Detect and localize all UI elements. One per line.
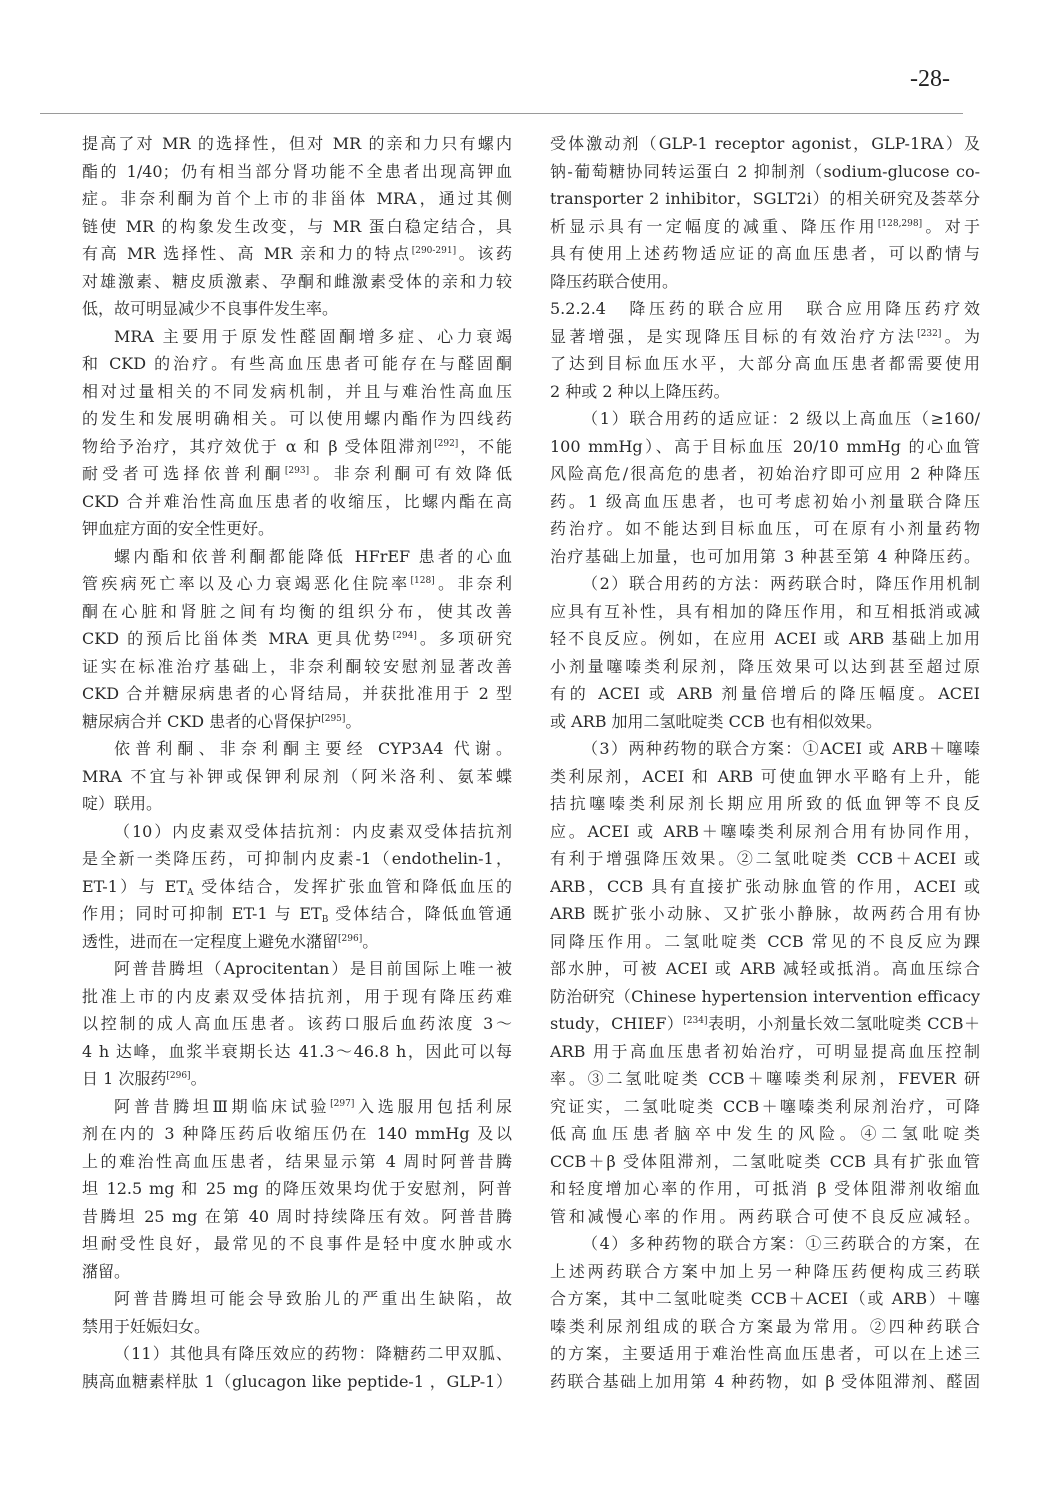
- line-text: （4）多种药物的联合方案：①三药联合的方案，在: [582, 1234, 980, 1253]
- text-line: [550, 1340, 980, 1368]
- text-line: [82, 653, 512, 681]
- text-line: [82, 433, 512, 461]
- text-line: [82, 1340, 512, 1368]
- text-line: [82, 598, 512, 626]
- line-text: 或 ARB 加用二氢吡啶类 CCB 也有相似效果。: [550, 711, 882, 731]
- text-line: [550, 818, 980, 846]
- line-text: 治疗基础上加量，也可加用第 3 种甚至第 4 种降压药。: [550, 546, 980, 566]
- subscript: A: [187, 887, 194, 898]
- line-text: 阿普昔腾坦可能会导致胎儿的严重出生缺陷，故: [114, 1289, 512, 1308]
- line-text: 以控制的成人高血压患者。该药口服后血药浓度 3～: [82, 1014, 512, 1033]
- line-text: 酯的 1/40；仍有相当部分肾功能不全患者出现高钾血: [82, 161, 512, 181]
- line-text: 了达到目标血压水平，大部分高血压患者都需要使用: [550, 354, 980, 373]
- line-text: （3）两种药物的联合方案：①ACEI 或 ARB＋噻嗪: [582, 739, 980, 758]
- line-text: 同降压作用。二氢吡啶类 CCB 常见的不良反应为踝: [550, 931, 980, 951]
- left-column: [82, 130, 512, 1395]
- line-text: 透性，进而在一定程度上避免水潴留: [82, 931, 339, 951]
- text-line: [82, 1285, 512, 1313]
- text-line: [550, 570, 980, 598]
- line-text: 钾血症方面的安全性更好。: [82, 519, 275, 538]
- text-line: [82, 570, 512, 598]
- line-text: 药联合基础上加用第 4 种药物，如 β 受体阻滞剂、醛固: [550, 1371, 980, 1391]
- line-text: ARB 既扩张小动脉、又扩张小静脉，故两药合用有协: [550, 904, 980, 923]
- line-text: 和 CKD 的治疗。有些高血压患者可能存在与醛固酮: [82, 354, 512, 373]
- citation-ref: [293]: [284, 466, 310, 476]
- text-line: [82, 543, 512, 571]
- text-line: [550, 955, 980, 983]
- citation-ref: [296]: [338, 933, 363, 944]
- right-column: [550, 130, 980, 1395]
- line-text: 螺内酯和依普利酮都能降低 HFrEF 患者的心血: [114, 546, 512, 566]
- text-line: [550, 1258, 980, 1286]
- text-line: [550, 433, 980, 461]
- line-text: 坦 12.5 mg 和 25 mg 的降压效果均优于安慰剂，阿普: [82, 1179, 512, 1198]
- line-text-after: 。非奈利: [434, 574, 512, 593]
- citation-ref: [128]: [410, 576, 435, 586]
- line-text: 潴留。: [82, 1261, 131, 1281]
- line-text: CKD 合并难治性高血压患者的收缩压，比螺内酯在高: [82, 491, 512, 511]
- line-text: 应具有互补性，具有相加的降压作用，和互相抵消或减: [550, 601, 980, 621]
- text-line: [82, 1175, 512, 1203]
- citation-ref: [232]: [917, 328, 942, 339]
- text-line: [550, 460, 980, 488]
- text-line: [550, 213, 980, 241]
- line-text: 禁用于妊娠妇女。: [82, 1316, 211, 1336]
- text-line: [550, 928, 980, 956]
- citation-ref: [297]: [330, 1098, 355, 1109]
- line-text: 有高 MR 选择性、高 MR 亲和力的特点: [82, 244, 412, 263]
- text-line: [550, 268, 980, 296]
- text-line: [82, 900, 512, 928]
- text-line: [550, 1230, 980, 1258]
- line-text: 药治疗。如不能达到目标血压，可在原有小剂量药物: [550, 519, 980, 538]
- text-line: [550, 543, 980, 571]
- text-line: [550, 680, 980, 708]
- text-line: [550, 983, 980, 1011]
- text-line: [550, 1010, 980, 1038]
- line-text: 应。ACEI 或 ARB＋噻嗪类利尿剂合用有协同作用，: [550, 821, 980, 841]
- text-line: [82, 405, 512, 433]
- line-text: study，CHIEF）: [550, 1014, 684, 1033]
- line-text-after: 受体结合，降低血管通: [328, 904, 512, 923]
- text-line: [550, 1120, 980, 1148]
- line-text: 析显示具有一定幅度的减重、降压作用: [550, 216, 878, 236]
- text-line: [82, 295, 512, 323]
- line-text: 物给予治疗，其疗效优于 α 和 β 受体阻滞剂: [82, 436, 435, 456]
- text-line: [550, 1285, 980, 1313]
- text-line: [82, 158, 512, 186]
- line-text: 症。非奈利酮为首个上市的非甾体 MRA，通过其侧: [82, 189, 512, 208]
- text-line: [82, 488, 512, 516]
- line-text: 依普利酮、非奈利酮主要经 CYP3A4 代谢。: [114, 739, 512, 758]
- line-text: （1）联合用药的适应证：2 级以上高血压（≥160/: [582, 409, 980, 428]
- citation-ref: [234]: [683, 1016, 708, 1026]
- line-text: ARB 用于高血压患者初始治疗，可明显提高血压控制: [550, 1041, 980, 1061]
- text-line: [82, 130, 512, 158]
- text-line: [550, 1203, 980, 1231]
- text-line: [550, 653, 980, 681]
- line-text-after: 。对于: [922, 216, 980, 236]
- text-line: [82, 1148, 512, 1176]
- text-line: [82, 515, 512, 543]
- text-line: [82, 1258, 512, 1286]
- text-line: [550, 1038, 980, 1066]
- text-line: [550, 185, 980, 213]
- text-line: [550, 488, 980, 516]
- line-text: 率。③二氢吡啶类 CCB＋噻嗪类利尿剂，FEVER 研: [550, 1069, 980, 1088]
- text-line: [82, 1010, 512, 1038]
- line-text-after: 。多项研究: [416, 629, 512, 648]
- line-text: 批准上市的内皮素双受体拮抗剂，用于现有降压药难: [82, 986, 512, 1006]
- line-text: 酮在心脏和肾脏之间有均衡的组织分布，使其改善: [82, 601, 512, 621]
- text-line: [82, 790, 512, 818]
- text-line: [82, 1065, 512, 1093]
- text-line: [82, 1313, 512, 1341]
- line-text: 是全新一类降压药，可抑制内皮素-1（endothelin-1，: [82, 849, 512, 868]
- line-text: 风险高危/很高危的患者，初始治疗即可应用 2 种降压: [550, 464, 980, 483]
- text-line: [550, 295, 980, 323]
- text-line: [82, 1093, 512, 1121]
- text-line: [550, 515, 980, 543]
- line-text: 部水肿，可被 ACEI 或 ARB 减轻或抵消。高血压综合: [550, 959, 980, 978]
- line-text-after: 受体结合，发挥扩张血管和降低血压的: [193, 876, 512, 896]
- text-line: [550, 708, 980, 736]
- line-text: ET-1）与 ET: [82, 876, 188, 896]
- line-text: 坦耐受性良好，最常见的不良事件是轻中度水肿或水: [82, 1234, 512, 1253]
- text-line: [82, 818, 512, 846]
- text-line: [550, 158, 980, 186]
- line-text: 具有使用上述药物适应证的高血压患者，可以酌情与: [550, 244, 980, 263]
- text-line: [550, 1093, 980, 1121]
- line-text: 2 种或 2 种以上降压药。: [550, 381, 730, 401]
- text-line: [82, 185, 512, 213]
- line-text: 管疾病死亡率以及心力衰竭恶化住院率: [82, 574, 411, 593]
- text-line: [550, 873, 980, 901]
- line-text: ARB，CCB 具有直接扩张动脉血管的作用，ACEI 或: [550, 876, 980, 896]
- text-line: [82, 240, 512, 268]
- line-text: 小剂量噻嗪类利尿剂，降压效果可以达到甚至超过原: [550, 656, 980, 676]
- page-number: -28-: [910, 66, 950, 92]
- line-text: （10）内皮素双受体拮抗剂：内皮素双受体拮抗剂: [114, 821, 512, 841]
- line-text-after: 。为: [941, 326, 980, 346]
- text-line: [550, 1065, 980, 1093]
- line-text: 链使 MR 的构象发生改变，与 MR 蛋白稳定结合，具: [82, 216, 512, 236]
- line-text: CKD 的预后比甾体类 MRA 更具优势: [82, 629, 393, 648]
- line-text: CKD 合并糖尿病患者的心肾结局，并获批准用于 2 型: [82, 684, 512, 703]
- line-text: 提高了对 MR 的选择性，但对 MR 的亲和力只有螺内: [82, 134, 512, 153]
- text-line: [82, 460, 512, 488]
- line-text: 类利尿剂，ACEI 和 ARB 可使血钾水平略有上升，能: [550, 766, 980, 786]
- line-text: 糖尿病合并 CKD 患者的心肾保护: [82, 711, 322, 731]
- text-line: [82, 928, 512, 956]
- line-text: 昔腾坦 25 mg 在第 40 周时持续降压有效。阿普昔腾: [82, 1206, 512, 1226]
- text-line: [550, 763, 980, 791]
- line-text: 100 mmHg）、高于目标血压 20/10 mmHg 的心血管: [550, 436, 980, 456]
- citation-ref: [296]: [166, 1071, 191, 1081]
- line-text: 阿普昔腾坦Ⅲ期临床试验: [114, 1096, 331, 1116]
- text-line: [550, 625, 980, 653]
- line-text-after: 入选服用包括利尿: [354, 1096, 512, 1116]
- text-line: [550, 845, 980, 873]
- text-line: [82, 763, 512, 791]
- line-text: 胰高血糖素样肽 1（glucagon like peptide-1 ，GLP-1）: [82, 1371, 512, 1391]
- line-text: 显著增强，是实现降压目标的有效治疗方法: [550, 326, 918, 346]
- line-text: （11）其他具有降压效应的药物：降糖药二甲双胍、: [114, 1344, 512, 1363]
- line-text: 对雄激素、糖皮质激素、孕酮和雌激素受体的亲和力较: [82, 271, 512, 291]
- text-line: [550, 1368, 980, 1396]
- line-text: 日 1 次服药: [82, 1069, 167, 1088]
- line-text: 啶）联用。: [82, 794, 163, 813]
- text-line: [550, 1148, 980, 1176]
- line-text-after: 。: [362, 931, 379, 951]
- line-text: 究证实，二氢吡啶类 CCB＋噻嗪类利尿剂治疗，可降: [550, 1096, 980, 1116]
- text-line: [550, 900, 980, 928]
- line-text: 轻不良反应。例如，在应用 ACEI 或 ARB 基础上加用: [550, 629, 980, 648]
- header-rule: [40, 113, 963, 114]
- line-text-after: 。非奈利酮可有效降低: [309, 464, 512, 483]
- line-text: 和轻度增加心率的作用，可抵消 β 受体阻滞剂收缩血: [550, 1179, 980, 1198]
- citation-ref: [294]: [392, 631, 417, 641]
- line-text: 降压药联合使用。: [550, 271, 679, 291]
- text-line: [82, 1203, 512, 1231]
- subscript: B: [321, 915, 329, 925]
- text-line: [82, 955, 512, 983]
- line-text: 钠-葡萄糖协同转运蛋白 2 抑制剂（sodium-glucose co-: [550, 161, 980, 181]
- text-line: [550, 598, 980, 626]
- text-line: [82, 1038, 512, 1066]
- line-text: 的方案，主要适用于难治性高血压患者，可以在上述三: [550, 1344, 980, 1363]
- text-line: [82, 1368, 512, 1396]
- line-text: MRA 不宜与补钾或保钾利尿剂（阿米洛利、氨苯蝶: [82, 766, 512, 786]
- line-text: 嗪类利尿剂组成的联合方案最为常用。②四种药联合: [550, 1316, 980, 1336]
- line-text: 管和减慢心率的作用。两药联合可使不良反应减轻。: [550, 1206, 980, 1226]
- text-line: [82, 983, 512, 1011]
- text-line: [82, 378, 512, 406]
- citation-ref: [128,298]: [877, 218, 923, 229]
- line-text: MRA 主要用于原发性醛固酮增多症、心力衰竭: [114, 326, 512, 346]
- line-text: （2）联合用药的方法：两药联合时，降压作用机制: [582, 574, 980, 593]
- text-line: [82, 708, 512, 736]
- line-text: 的发生和发展明确相关。可以使用螺内酯作为四线药: [82, 409, 512, 428]
- line-text-after: 。: [190, 1069, 207, 1088]
- line-text: 相对过量相关的不同发病机制，并且与难治性高血压: [82, 381, 512, 401]
- text-line: [82, 323, 512, 351]
- line-text-after: 表明，小剂量长效二氢吡啶类 CCB＋: [707, 1014, 980, 1033]
- text-line: [550, 1175, 980, 1203]
- citation-ref: [292]: [434, 438, 459, 449]
- line-text: 有的 ACEI 或 ARB 剂量倍增后的降压幅度。ACEI: [550, 684, 980, 703]
- line-text: 4 h 达峰，血浆半衰期长达 41.3～46.8 h，因此可以每: [82, 1041, 512, 1061]
- text-line: [550, 735, 980, 763]
- line-text: 受体激动剂（GLP-1 receptor agonist，GLP-1RA）及: [550, 134, 980, 153]
- text-line: [550, 350, 980, 378]
- text-line: [82, 625, 512, 653]
- text-line: [550, 405, 980, 433]
- text-line: [550, 790, 980, 818]
- line-text: 上述两药联合方案中加上另一种降压药便构成三药联: [550, 1261, 980, 1281]
- citation-ref: [290-291]: [411, 246, 457, 256]
- text-line: [82, 1120, 512, 1148]
- line-text: transporter 2 inhibitor，SGLT2i）的相关研究及荟萃分: [550, 189, 980, 208]
- line-text: 有利于增强降压效果。②二氢吡啶类 CCB＋ACEI 或: [550, 849, 980, 868]
- text-line: [82, 873, 512, 901]
- text-line: [82, 735, 512, 763]
- line-text: 5.2.2.4 降压药的联合应用 联合应用降压药疗效: [550, 299, 980, 318]
- line-text: 阿普昔腾坦（Aprocitentan）是目前国际上唯一被: [114, 959, 512, 978]
- line-text: 上的难治性高血压患者，结果显示第 4 周时阿普昔腾: [82, 1151, 512, 1171]
- text-line: [82, 213, 512, 241]
- line-text: 低高血压患者脑卒中发生的风险。④二氢吡啶类: [550, 1124, 980, 1143]
- text-line: [82, 268, 512, 296]
- text-line: [550, 1313, 980, 1341]
- line-text: 剂在内的 3 种降压药后收缩压仍在 140 mmHg 及以: [82, 1124, 512, 1143]
- line-text: 防治研究（Chinese hypertension intervention efficacy: [550, 986, 980, 1006]
- text-line: [82, 680, 512, 708]
- line-text: CCB＋β 受体阻滞剂，二氢吡啶类 CCB 具有扩张血管: [550, 1151, 980, 1171]
- text-line: [82, 845, 512, 873]
- line-text: 耐受者可选择依普利酮: [82, 464, 285, 483]
- line-text-after: 。: [345, 711, 362, 731]
- line-text: 证实在标准治疗基础上，非奈利酮较安慰剂显著改善: [82, 656, 512, 676]
- line-text: 药。1 级高血压患者，也可考虑初始小剂量联合降压: [550, 491, 980, 511]
- line-text-after: 。该药: [456, 244, 512, 263]
- line-text: 拮抗噻嗪类利尿剂长期应用所致的低血钾等不良反: [550, 794, 980, 813]
- text-line: [550, 130, 980, 158]
- line-text: 低，故可明显减少不良事件发生率。: [82, 299, 339, 318]
- line-text: 作用；同时可抑制 ET-1 与 ET: [82, 904, 322, 923]
- line-text: 合方案，其中二氢吡啶类 CCB＋ACEI（或 ARB）＋噻: [550, 1289, 980, 1308]
- text-line: [550, 240, 980, 268]
- citation-ref: [295]: [321, 713, 346, 724]
- text-line: [82, 350, 512, 378]
- text-line: [82, 1230, 512, 1258]
- text-line: [550, 378, 980, 406]
- text-line: [550, 323, 980, 351]
- line-text-after: ，不能: [458, 436, 512, 456]
